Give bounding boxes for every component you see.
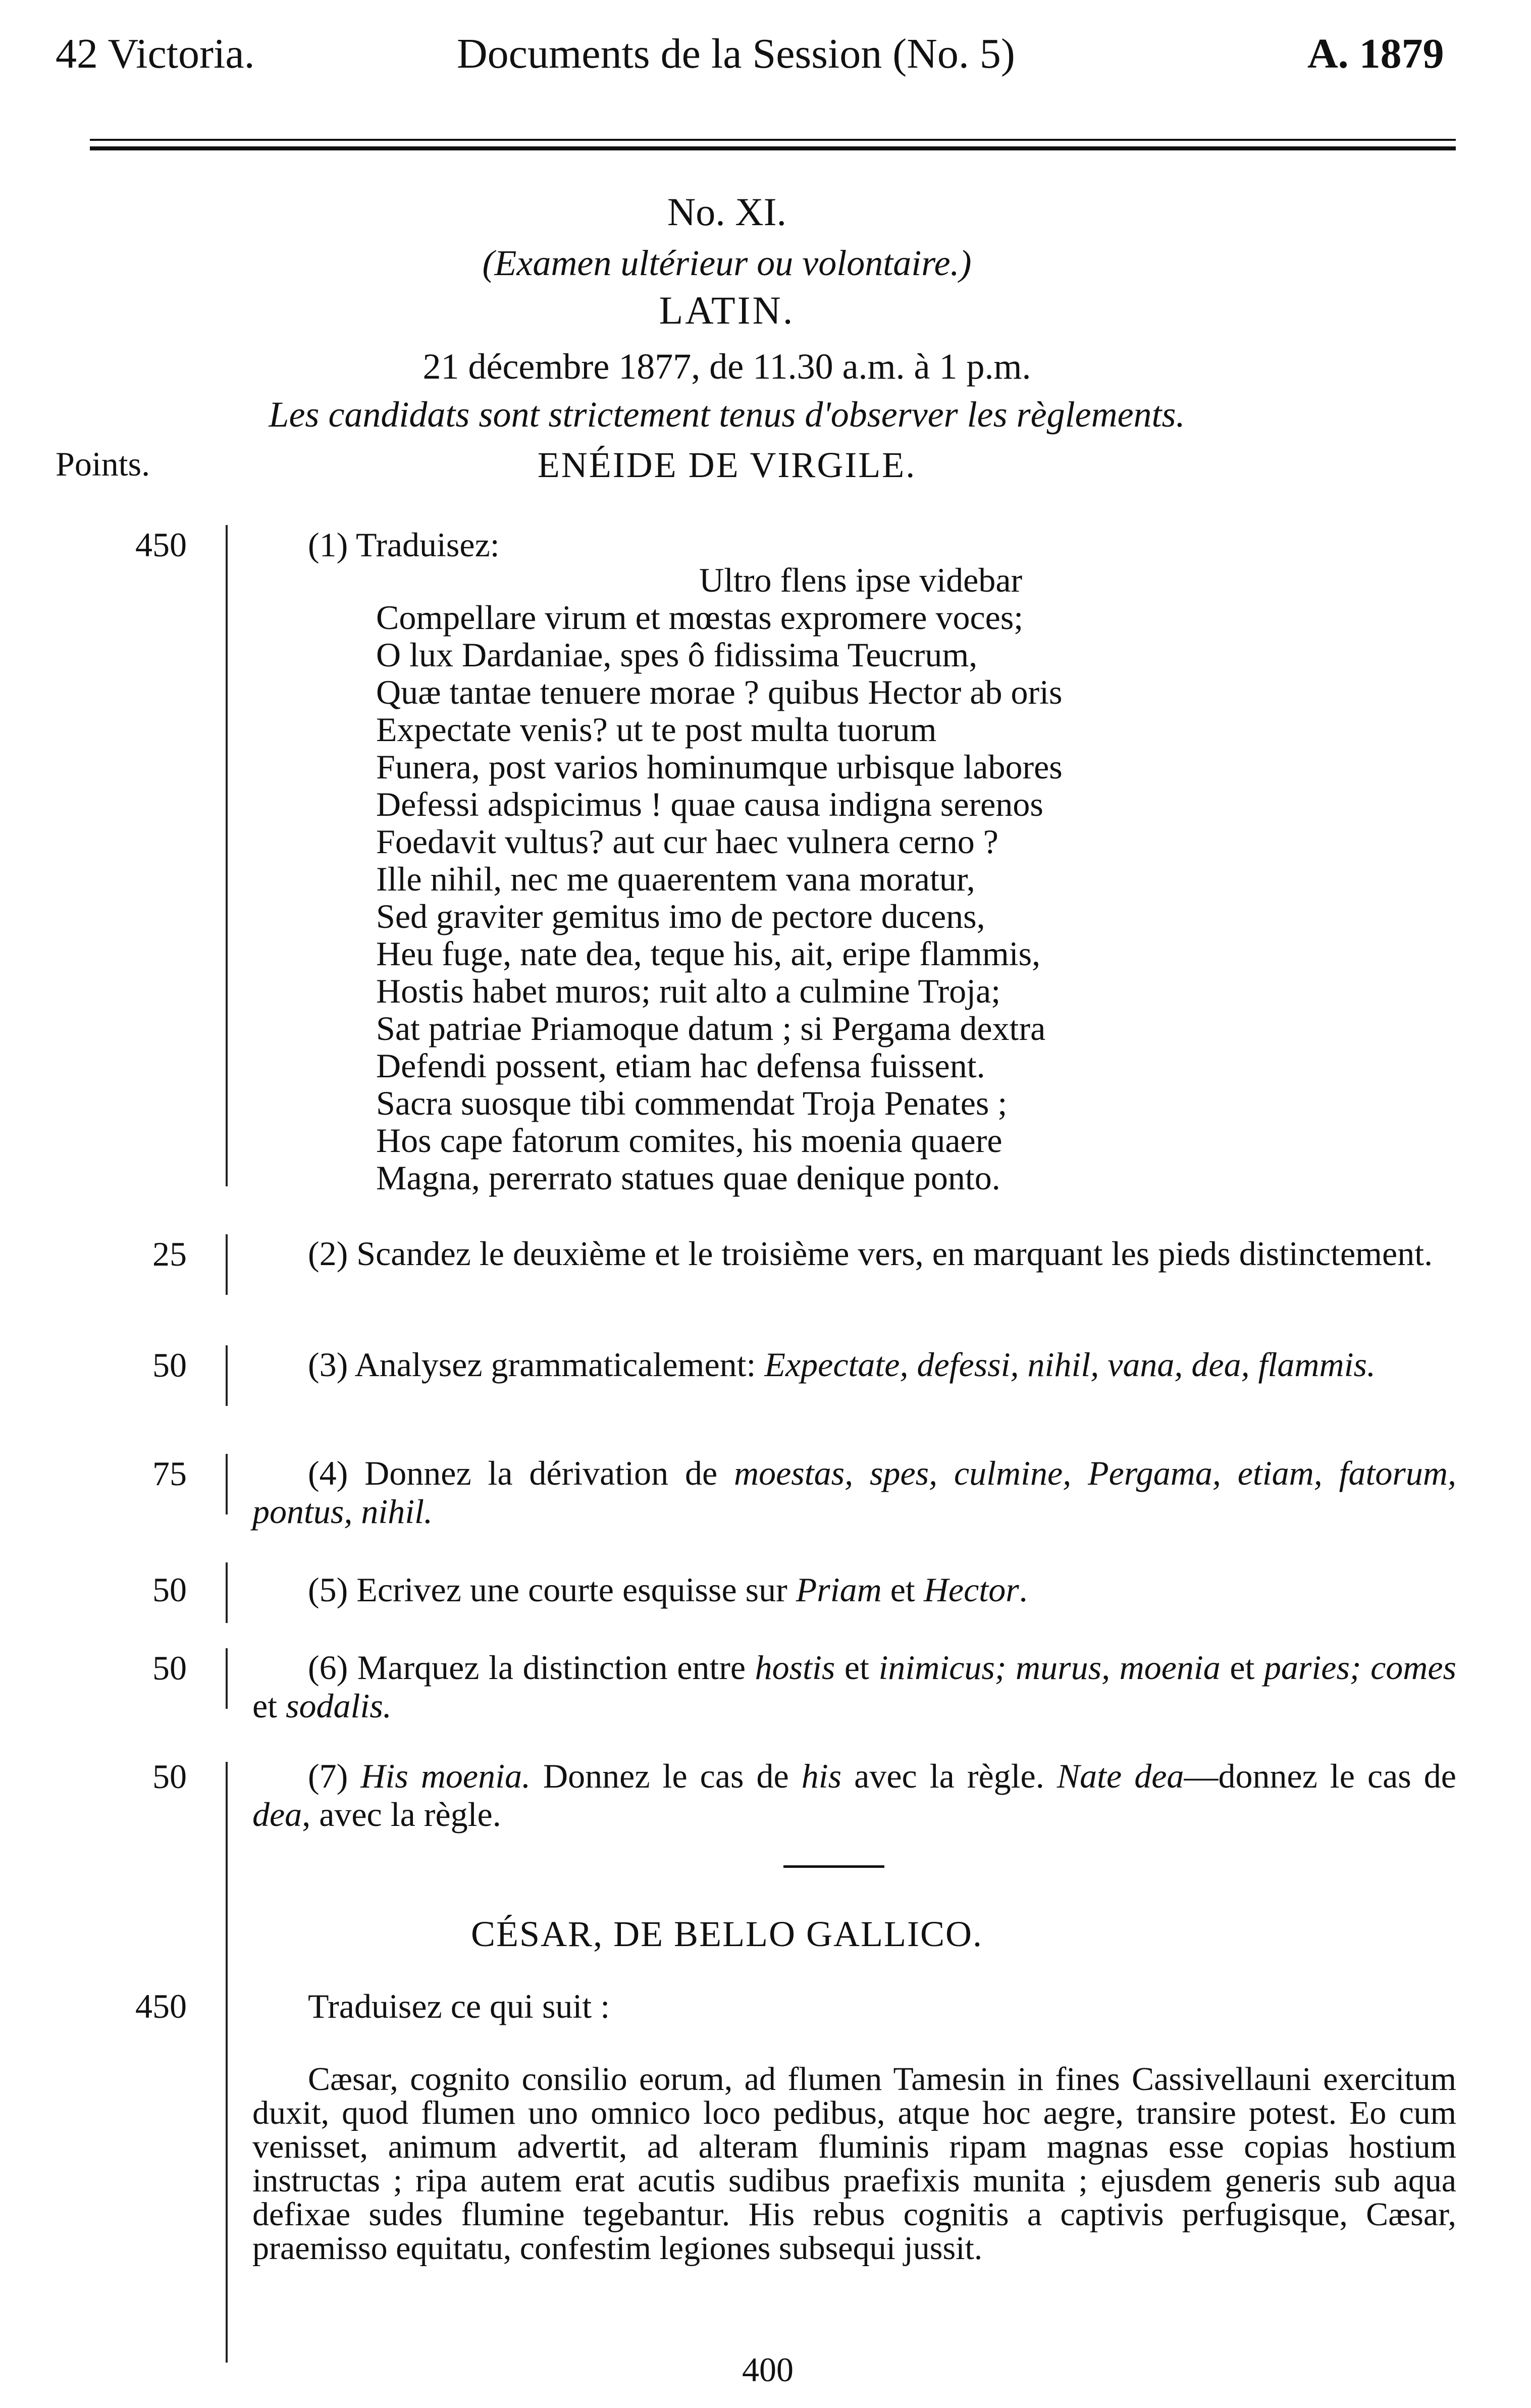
q7-word: his bbox=[801, 1757, 842, 1795]
q5-word-hector: Hector bbox=[923, 1571, 1019, 1609]
verse-line: Compellare virum et mœstas expromere voces; bbox=[376, 598, 1024, 637]
q6-word: hostis bbox=[755, 1648, 835, 1687]
q7-connector: , avec la règle. bbox=[302, 1795, 501, 1834]
verse-line: Ultro flens ipse videbar bbox=[699, 561, 1023, 599]
page-number: 400 bbox=[742, 2350, 794, 2389]
q6-points: 50 bbox=[152, 1649, 187, 1687]
q6-connector: et bbox=[252, 1687, 286, 1725]
section2-passage bbox=[252, 2062, 1456, 2265]
q5-mid: et bbox=[881, 1571, 924, 1609]
header-rule-bottom bbox=[90, 146, 1456, 150]
exam-number: No. XI. bbox=[667, 190, 787, 234]
q6-text bbox=[252, 1648, 1456, 1725]
q1-points: 450 bbox=[135, 526, 187, 564]
passage-text: Cæsar, cognito consilio eorum, ad flumen Tamesin in fines Cassivellauni exercitum duxit, quod flumen uno omnico loco pedibus, atque hoc aegre, transire potest. Eo cum venisset, animum advertit, ad alteram fluminis ripam magnas esse copias hostium instructas ; ripa autem erat acutis sudibus praefixis munita ; ejusdem generis sub aqua defixae sudes flumine tegebantur. His rebus cognitis a captivis perfugisque, Cæsar, praemisso equitatu, confestim legiones subsequi jussit. bbox=[252, 2061, 1456, 2267]
q3-points: 50 bbox=[152, 1346, 187, 1384]
q3-lead: (3) Analysez grammaticalement: bbox=[308, 1345, 765, 1384]
exam-notice: Les candidats sont strictement tenus d'observer les règlements. bbox=[269, 394, 1185, 435]
verse-line: Expectate venis? ut te post multa tuorum bbox=[376, 710, 937, 749]
q7-connector: Donnez le cas de bbox=[531, 1757, 802, 1795]
q4-points: 75 bbox=[152, 1454, 187, 1493]
verse-line: Foedavit vultus? aut cur haec vulnera cerno ? bbox=[376, 822, 998, 861]
header-left: 42 Victoria. bbox=[56, 30, 255, 77]
q5-end: . bbox=[1019, 1571, 1028, 1609]
q7-points: 50 bbox=[152, 1757, 187, 1796]
q7-word: His moenia. bbox=[360, 1757, 531, 1795]
q5-text bbox=[308, 1570, 1028, 1610]
verse-line: Quæ tantae tenuere morae ? quibus Hector ab oris bbox=[376, 673, 1063, 711]
verse-line: Hos cape fatorum comites, his moenia quaere bbox=[376, 1121, 1002, 1160]
margin-rule bbox=[226, 1234, 228, 1295]
q1-label: (1) Traduisez: bbox=[308, 526, 500, 564]
header-center: Documents de la Session (No. 5) bbox=[457, 30, 1015, 77]
margin-rule bbox=[226, 1562, 228, 1623]
q6-word: paries; comes bbox=[1263, 1648, 1457, 1687]
margin-rule bbox=[226, 1454, 228, 1514]
exam-subtitle: (Examen ultérieur ou volontaire.) bbox=[482, 243, 972, 283]
header-rule-top bbox=[90, 139, 1456, 141]
q2-content: (2) Scandez le deuxième et le troisième vers, en marquant les pieds distinctement. bbox=[308, 1234, 1433, 1273]
q6-word: inimicus; murus, moenia bbox=[878, 1648, 1221, 1687]
margin-rule bbox=[226, 1762, 228, 2363]
verse-line: Funera, post varios hominumque urbisque labores bbox=[376, 748, 1063, 786]
q6-word: sodalis. bbox=[286, 1687, 392, 1725]
margin-rule bbox=[226, 1345, 228, 1406]
q5-lead: (5) Ecrivez une courte esquisse sur bbox=[308, 1571, 796, 1609]
q4-text bbox=[252, 1454, 1456, 1531]
q7-word: Nate dea bbox=[1057, 1757, 1184, 1795]
q7-connector: —donnez le cas de bbox=[1184, 1757, 1456, 1795]
q6-connector: et bbox=[835, 1648, 879, 1687]
margin-rule bbox=[226, 525, 228, 1186]
q3-words: Expectate, defessi, nihil, vana, dea, flammis. bbox=[764, 1345, 1376, 1384]
points-label: Points. bbox=[56, 445, 150, 483]
section-divider bbox=[783, 1865, 884, 1868]
q3-text bbox=[252, 1345, 1456, 1384]
verse-line: Hostis habet muros; ruit alto a culmine Troja; bbox=[376, 972, 1001, 1010]
q5-points: 50 bbox=[152, 1571, 187, 1609]
exam-date: 21 décembre 1877, de 11.30 a.m. à 1 p.m. bbox=[423, 346, 1031, 387]
q6-lead: (6) Marquez la distinction entre bbox=[308, 1648, 755, 1687]
q7-lead: (7) bbox=[308, 1757, 361, 1795]
q2-text bbox=[252, 1234, 1456, 1273]
verse-line: Sat patriae Priamoque datum ; si Pergama dextra bbox=[376, 1009, 1046, 1048]
section2-instruction: Traduisez ce qui suit : bbox=[308, 1987, 610, 2025]
verse-line: Heu fuge, nate dea, teque his, ait, eripe flammis, bbox=[376, 934, 1041, 973]
q5-word-priam: Priam bbox=[796, 1571, 882, 1609]
q7-word: dea bbox=[252, 1795, 302, 1834]
verse-line: Defendi possent, etiam hac defensa fuissent. bbox=[376, 1046, 985, 1085]
verse-line: Magna, pererrato statues quae denique ponto. bbox=[376, 1159, 1000, 1197]
section2-title: CÉSAR, DE BELLO GALLICO. bbox=[471, 1914, 983, 1954]
verse-line: Ille nihil, nec me quaerentem vana moratur, bbox=[376, 860, 975, 898]
q7-connector: avec la règle. bbox=[841, 1757, 1057, 1795]
margin-rule bbox=[226, 1648, 228, 1709]
section1-title: ENÉIDE DE VIRGILE. bbox=[537, 445, 917, 485]
q4-words: moestas, spes, culmine, Pergama, etiam, fatorum, pontus, nihil. bbox=[252, 1454, 1456, 1531]
verse-line: O lux Dardaniae, spes ô fidissima Teucrum, bbox=[376, 636, 978, 674]
section2-points: 450 bbox=[135, 1987, 187, 2025]
verse-line: Sacra suosque tibi commendat Troja Penates ; bbox=[376, 1084, 1008, 1122]
q4-lead: (4) Donnez la dérivation de bbox=[308, 1454, 734, 1492]
verse-line: Defessi adspicimus ! quae causa indigna serenos bbox=[376, 785, 1043, 823]
q7-text bbox=[252, 1757, 1456, 1834]
header-right: A. 1879 bbox=[1307, 30, 1444, 77]
verse-line: Sed graviter gemitus imo de pectore ducens, bbox=[376, 897, 985, 935]
q2-points: 25 bbox=[152, 1235, 187, 1273]
q6-connector: et bbox=[1220, 1648, 1264, 1687]
exam-subject: LATIN. bbox=[659, 288, 795, 332]
